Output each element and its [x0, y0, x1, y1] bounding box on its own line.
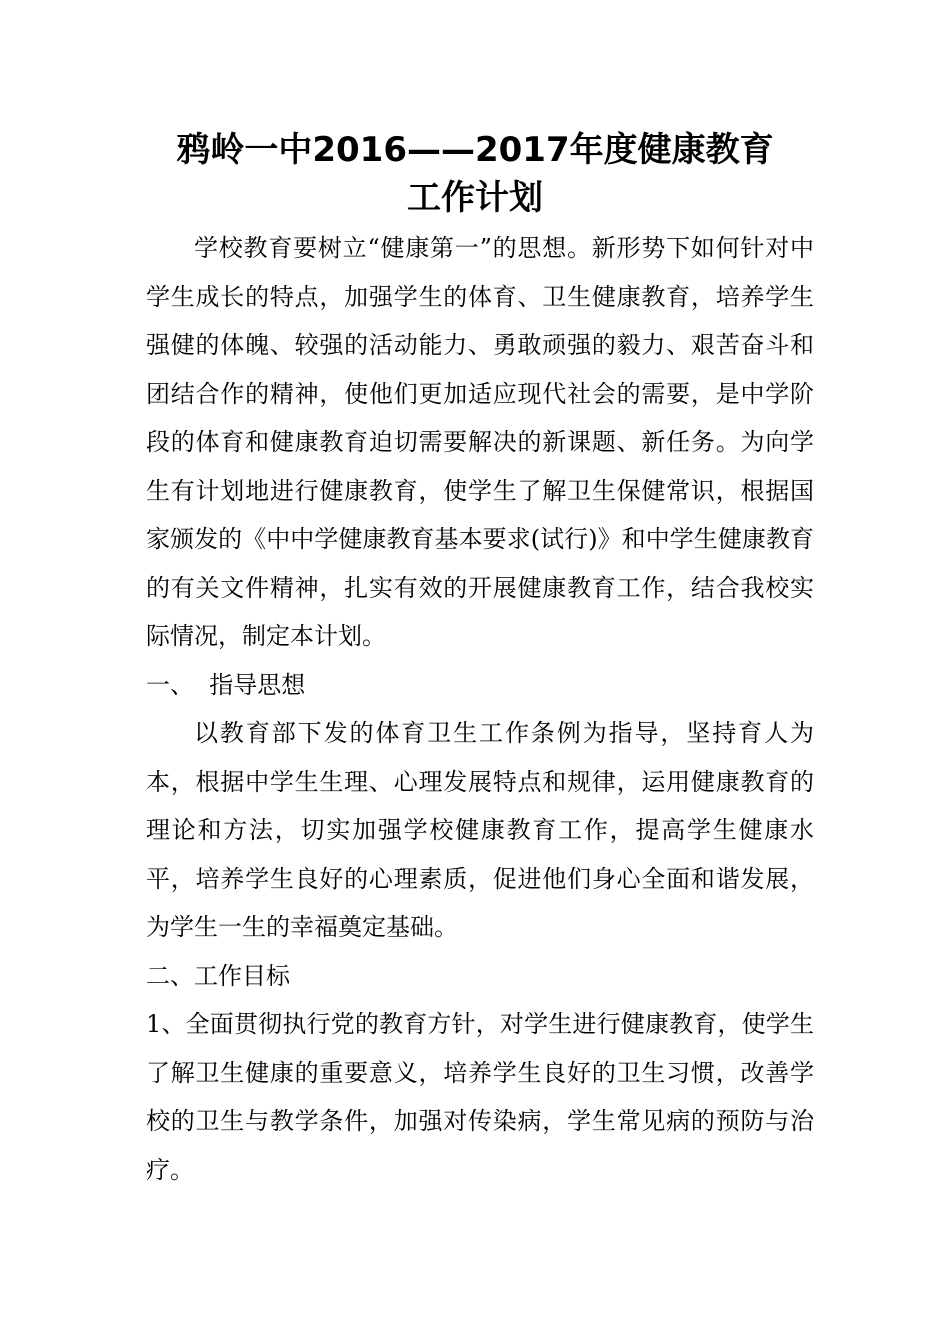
intro-paragraph: 学校教育要树立“健康第一”的思想。新形势下如何针对中学生成长的特点，加强学生的体育、卫生健康教育，培养学生强健的体魄、较强的活动能力、勇敢顽强的毅力、艰苦奋斗和团结合作的精神，使他们更加适应现代社会的需要，是中学阶段的体育和健康教育迫切需要解决的新课题、新任务。为向学生有计划地进行健康教育，使学生了解卫生保健常识，根据国家颁发的《中中学健康教育基本要求(试行)》和中学生健康教育的有关文件精神，扎实有效的开展健康教育工作，结合我校实际情况，制定本计划。 [146, 234, 814, 650]
section-heading-guiding-ideology: 一、 指导思想 [146, 670, 306, 699]
document-title-line-1: 鸦岭一中2016——2017年度健康教育 [176, 130, 774, 170]
document-body [146, 224, 814, 1194]
section-heading-work-goals: 二、工作目标 [146, 961, 290, 990]
document-title-line-2: 工作计划 [407, 178, 543, 218]
guiding-ideology-paragraph: 以教育部下发的体育卫生工作条例为指导，坚持育人为本，根据中学生生理、心理发展特点和规律，运用健康教育的理论和方法，切实加强学校健康教育工作，提高学生健康水平，培养学生良好的心理素质，促进他们身心全面和谐发展，为学生一生的幸福奠定基础。 [146, 719, 814, 941]
work-goal-item-1: 1、全面贯彻执行党的教育方针，对学生进行健康教育，使学生了解卫生健康的重要意义，培养学生良好的卫生习惯，改善学校的卫生与教学条件，加强对传染病，学生常见病的预防与治疗。 [146, 1010, 814, 1184]
